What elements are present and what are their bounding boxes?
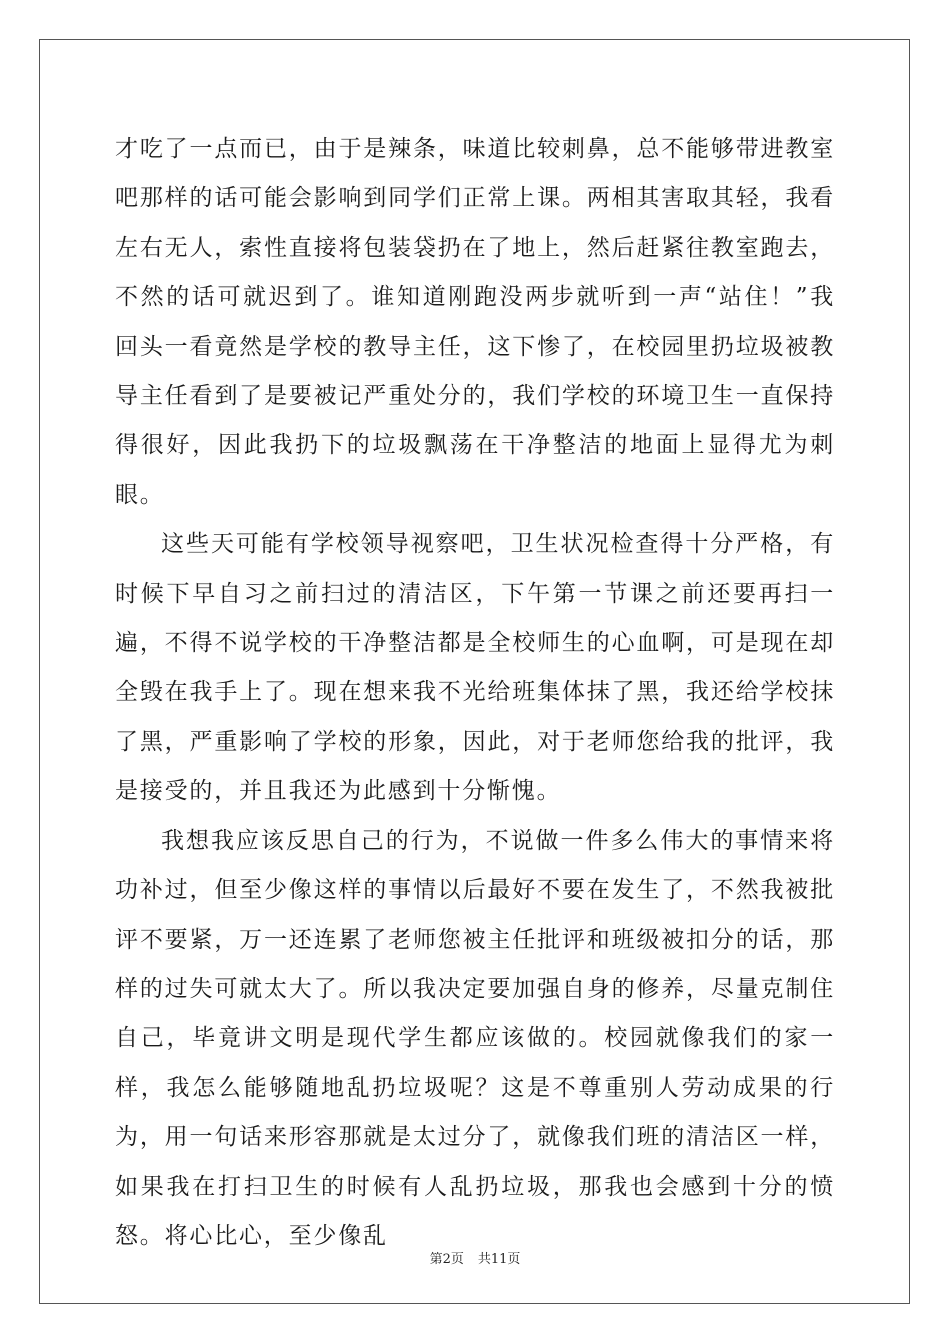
- page-total: 共11页: [477, 1252, 521, 1267]
- paragraph-2: 这些天可能有学校领导视察吧，卫生状况检查得十分严格，有时候下早自习之前扫过的清洁区，下午第一节课之前还要再扫一遍，不得不说学校的干净整洁都是全校师生的心血啊，可是现在却全毁在我手上了。现在想来我不光给班集体抹了黑，我还给学校抹了黑，严重影响了学校的形象，因此，对于老师您给我的批评，我是接受的，并且我还为此感到十分惭愧。: [115, 531, 835, 805]
- paragraph-1: 才吃了一点而已，由于是辣条，味道比较刺鼻，总不能够带进教室吧那样的话可能会影响到同学们正常上课。两相其害取其轻，我看左右无人，索性直接将包装袋扔在了地上，然后赶紧往教室跑去，不然的话可就迟到了。谁知道刚跑没两步就听到一声“站住！”我回头一看竟然是学校的教导主任，这下惨了，在校园里扔垃圾被教导主任看到了是要被记严重处分的，我们学校的环境卫生一直保持得很好，因此我扔下的垃圾飘荡在干净整洁的地面上显得尤为刺眼。: [115, 136, 835, 508]
- page-footer: [0, 1248, 950, 1267]
- paragraph-3: 我想我应该反思自己的行为，不说做一件多么伟大的事情来将功补过，但至少像这样的事情以后最好不要在发生了，不然我被批评不要紧，万一还连累了老师您被主任批评和班级被扣分的话，那样的过失可就太大了。所以我决定要加强自身的修养，尽量克制住自己，毕竟讲文明是现代学生都应该做的。校园就像我们的家一样，我怎么能够随地乱扔垃圾呢？这是不尊重别人劳动成果的行为，用一句话来形容那就是太过分了，就像我们班的清洁区一样，如果我在打扫卫生的时候有人乱扔垃圾，那我也会感到十分的愤怒。将心比心，至少像乱: [115, 827, 835, 1249]
- page-number: 第2页: [429, 1252, 464, 1267]
- document-body: [115, 125, 835, 1261]
